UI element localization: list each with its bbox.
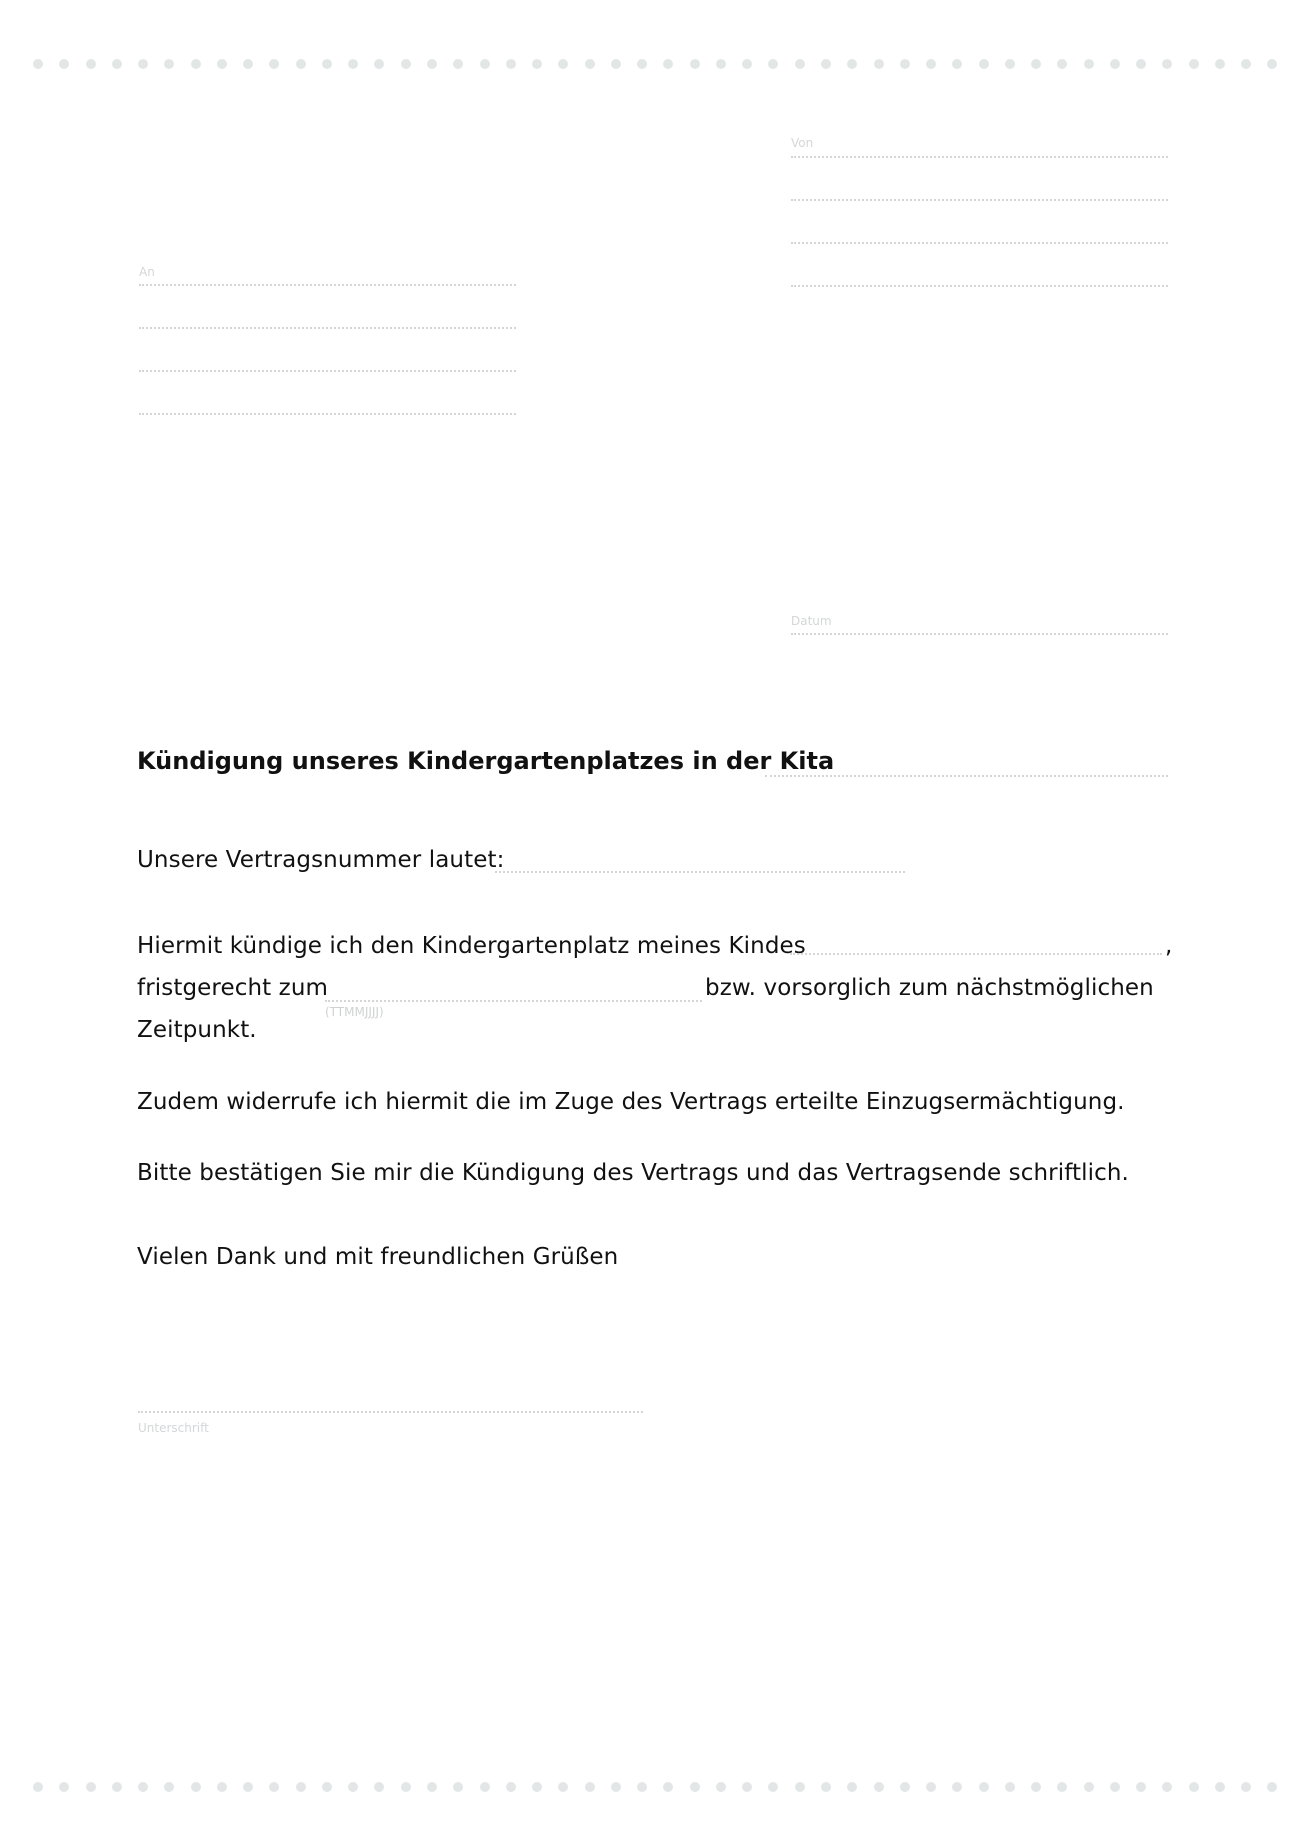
- paragraph-1-line-3: Zeitpunkt.: [137, 1017, 257, 1043]
- decorative-dot: [59, 59, 69, 69]
- decorative-dot: [112, 59, 122, 69]
- decorative-dot: [558, 59, 568, 69]
- decorative-dot: [900, 59, 910, 69]
- sender-line-2[interactable]: [791, 199, 1168, 201]
- decorative-dot: [979, 1782, 989, 1792]
- signature-label: Unterschrift: [138, 1421, 209, 1435]
- decorative-dot: [269, 1782, 279, 1792]
- recipient-line-4[interactable]: [139, 413, 516, 415]
- contract-number-field[interactable]: [495, 871, 905, 873]
- decorative-dot: [952, 59, 962, 69]
- decorative-dot: [59, 1782, 69, 1792]
- decorative-dot: [1031, 59, 1041, 69]
- decorative-dot: [926, 59, 936, 69]
- decorative-dot: [690, 59, 700, 69]
- contract-number-label: Unsere Vertragsnummer lautet:: [137, 847, 505, 873]
- decorative-dot: [86, 59, 96, 69]
- decorative-dot: [164, 1782, 174, 1792]
- termination-date-field[interactable]: [325, 1000, 702, 1002]
- decorative-dot: [768, 1782, 778, 1792]
- signature-field[interactable]: [138, 1411, 643, 1413]
- decorative-dot: [611, 1782, 621, 1792]
- decorative-dot: [795, 1782, 805, 1792]
- sender-line-3[interactable]: [791, 242, 1168, 244]
- decorative-dot: [506, 1782, 516, 1792]
- decorative-dot: [1084, 59, 1094, 69]
- decorative-dot: [164, 59, 174, 69]
- decorative-dot: [874, 1782, 884, 1792]
- decorative-dot: [1005, 59, 1015, 69]
- top-dot-border: [33, 58, 1278, 70]
- decorative-dot: [874, 59, 884, 69]
- decorative-dot: [322, 1782, 332, 1792]
- decorative-dot: [847, 1782, 857, 1792]
- decorative-dot: [453, 1782, 463, 1792]
- decorative-dot: [480, 59, 490, 69]
- decorative-dot: [296, 1782, 306, 1792]
- decorative-dot: [1267, 59, 1277, 69]
- decorative-dot: [480, 1782, 490, 1792]
- decorative-dot: [401, 59, 411, 69]
- decorative-dot: [1162, 59, 1172, 69]
- decorative-dot: [401, 1782, 411, 1792]
- decorative-dot: [1110, 59, 1120, 69]
- decorative-dot: [663, 59, 673, 69]
- decorative-dot: [506, 59, 516, 69]
- decorative-dot: [821, 1782, 831, 1792]
- closing-line: Vielen Dank und mit freundlichen Grüßen: [137, 1244, 619, 1270]
- paragraph-1-line-2-end: bzw. vorsorglich zum nächstmöglichen: [705, 975, 1154, 1001]
- decorative-dot: [1241, 1782, 1251, 1792]
- decorative-dot: [86, 1782, 96, 1792]
- decorative-dot: [1189, 59, 1199, 69]
- decorative-dot: [33, 59, 43, 69]
- termination-date-hint: (TTMMJJJJ): [325, 1005, 384, 1019]
- decorative-dot: [532, 1782, 542, 1792]
- decorative-dot: [1005, 1782, 1015, 1792]
- decorative-dot: [585, 1782, 595, 1792]
- kita-name-field[interactable]: [765, 775, 1168, 777]
- decorative-dot: [322, 59, 332, 69]
- decorative-dot: [243, 59, 253, 69]
- decorative-dot: [191, 1782, 201, 1792]
- paragraph-2: Zudem widerrufe ich hiermit die im Zuge des Vertrags erteilte Einzugsermächtigung.: [137, 1089, 1125, 1115]
- paragraph-3: Bitte bestätigen Sie mir die Kündigung des Vertrags und das Vertragsende schriftlich.: [137, 1160, 1129, 1186]
- decorative-dot: [952, 1782, 962, 1792]
- decorative-dot: [1084, 1782, 1094, 1792]
- decorative-dot: [637, 59, 647, 69]
- decorative-dot: [558, 1782, 568, 1792]
- decorative-dot: [690, 1782, 700, 1792]
- decorative-dot: [348, 1782, 358, 1792]
- decorative-dot: [1215, 59, 1225, 69]
- decorative-dot: [217, 1782, 227, 1792]
- decorative-dot: [1031, 1782, 1041, 1792]
- sender-line-4[interactable]: [791, 285, 1168, 287]
- decorative-dot: [1057, 59, 1067, 69]
- decorative-dot: [243, 1782, 253, 1792]
- decorative-dot: [716, 59, 726, 69]
- decorative-dot: [1136, 59, 1146, 69]
- decorative-dot: [269, 59, 279, 69]
- decorative-dot: [427, 1782, 437, 1792]
- decorative-dot: [191, 59, 201, 69]
- decorative-dot: [926, 1782, 936, 1792]
- paragraph-1-comma: ,: [1165, 933, 1173, 959]
- decorative-dot: [427, 59, 437, 69]
- child-name-field[interactable]: [790, 953, 1162, 955]
- decorative-dot: [742, 1782, 752, 1792]
- date-label: Datum: [791, 614, 832, 628]
- bottom-dot-border: [33, 1781, 1278, 1793]
- decorative-dot: [1057, 1782, 1067, 1792]
- decorative-dot: [453, 59, 463, 69]
- decorative-dot: [768, 59, 778, 69]
- recipient-line-3[interactable]: [139, 370, 516, 372]
- decorative-dot: [138, 59, 148, 69]
- decorative-dot: [795, 59, 805, 69]
- sender-label: Von: [791, 136, 814, 150]
- decorative-dot: [348, 59, 358, 69]
- recipient-label: An: [139, 265, 155, 279]
- decorative-dot: [821, 59, 831, 69]
- letter-title: Kündigung unseres Kindergartenplatzes in der Kita: [137, 747, 835, 775]
- decorative-dot: [374, 59, 384, 69]
- decorative-dot: [979, 59, 989, 69]
- decorative-dot: [847, 59, 857, 69]
- decorative-dot: [1241, 59, 1251, 69]
- decorative-dot: [374, 1782, 384, 1792]
- decorative-dot: [585, 59, 595, 69]
- paragraph-1-line-1: Hiermit kündige ich den Kindergartenplatz meines Kindes: [137, 933, 806, 959]
- decorative-dot: [1189, 1782, 1199, 1792]
- sender-line-1[interactable]: [791, 156, 1168, 158]
- decorative-dot: [716, 1782, 726, 1792]
- decorative-dot: [217, 59, 227, 69]
- decorative-dot: [1136, 1782, 1146, 1792]
- decorative-dot: [112, 1782, 122, 1792]
- decorative-dot: [532, 59, 542, 69]
- decorative-dot: [1267, 1782, 1277, 1792]
- decorative-dot: [1110, 1782, 1120, 1792]
- decorative-dot: [1215, 1782, 1225, 1792]
- decorative-dot: [900, 1782, 910, 1792]
- decorative-dot: [33, 1782, 43, 1792]
- decorative-dot: [611, 59, 621, 69]
- decorative-dot: [1162, 1782, 1172, 1792]
- decorative-dot: [296, 59, 306, 69]
- date-field[interactable]: [791, 633, 1168, 635]
- recipient-line-2[interactable]: [139, 327, 516, 329]
- decorative-dot: [663, 1782, 673, 1792]
- paragraph-1-line-2-start: fristgerecht zum: [137, 975, 329, 1001]
- decorative-dot: [742, 59, 752, 69]
- recipient-line-1[interactable]: [139, 284, 516, 286]
- decorative-dot: [637, 1782, 647, 1792]
- decorative-dot: [138, 1782, 148, 1792]
